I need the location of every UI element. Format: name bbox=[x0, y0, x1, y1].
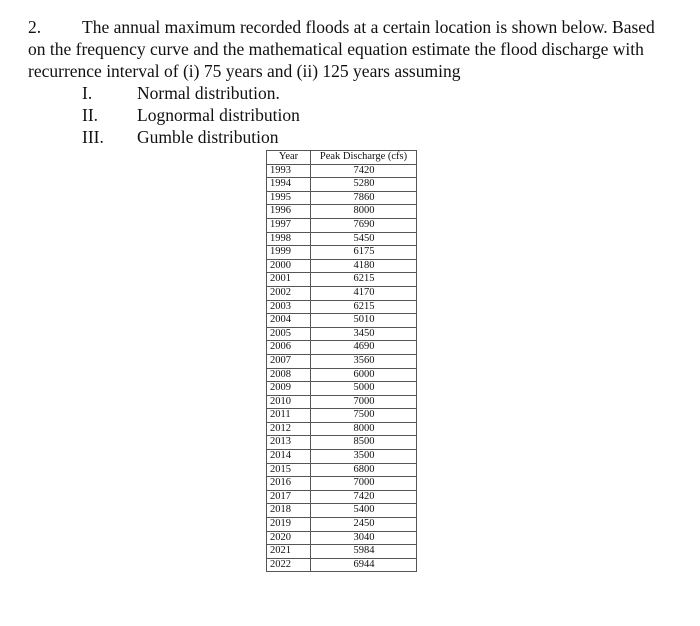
question-number: 2. bbox=[28, 17, 42, 37]
year-cell: 1999 bbox=[267, 246, 311, 260]
peak-discharge-cell: 5010 bbox=[311, 314, 417, 328]
peak-discharge-cell: 5400 bbox=[311, 504, 417, 518]
table-row bbox=[267, 382, 417, 396]
year-cell: 1995 bbox=[267, 191, 311, 205]
year-cell: 2020 bbox=[267, 531, 311, 545]
question-text bbox=[28, 16, 678, 82]
peak-discharge-cell: 3450 bbox=[311, 327, 417, 341]
table-row bbox=[267, 341, 417, 355]
table-row bbox=[267, 232, 417, 246]
peak-discharge-cell: 5000 bbox=[311, 382, 417, 396]
peak-discharge-cell: 7420 bbox=[311, 490, 417, 504]
peak-discharge-cell: 6175 bbox=[311, 246, 417, 260]
peak-discharge-cell: 7500 bbox=[311, 409, 417, 423]
table-row bbox=[267, 205, 417, 219]
year-cell: 2018 bbox=[267, 504, 311, 518]
year-cell: 2002 bbox=[267, 286, 311, 300]
option-text: Lognormal distribution bbox=[137, 105, 300, 125]
peak-discharge-cell: 5450 bbox=[311, 232, 417, 246]
year-cell: 2017 bbox=[267, 490, 311, 504]
year-cell: 2014 bbox=[267, 450, 311, 464]
year-cell: 2010 bbox=[267, 395, 311, 409]
header-year: Year bbox=[267, 151, 311, 165]
table-row bbox=[267, 409, 417, 423]
year-cell: 2015 bbox=[267, 463, 311, 477]
year-cell: 2012 bbox=[267, 422, 311, 436]
flood-data-table bbox=[266, 150, 417, 572]
table-row bbox=[267, 490, 417, 504]
table-row bbox=[267, 286, 417, 300]
year-cell: 2008 bbox=[267, 368, 311, 382]
peak-discharge-cell: 6215 bbox=[311, 273, 417, 287]
table-row bbox=[267, 477, 417, 491]
year-cell: 2005 bbox=[267, 327, 311, 341]
peak-discharge-cell: 7690 bbox=[311, 218, 417, 232]
table-row bbox=[267, 504, 417, 518]
table-row bbox=[267, 558, 417, 572]
peak-discharge-cell: 2450 bbox=[311, 518, 417, 532]
question-line-2: on the frequency curve and the mathematical equation estimate the flood discharge with bbox=[28, 39, 644, 59]
year-cell: 1997 bbox=[267, 218, 311, 232]
table-row bbox=[267, 164, 417, 178]
table-body bbox=[267, 164, 417, 572]
table-row bbox=[267, 314, 417, 328]
option-text: Gumble distribution bbox=[137, 127, 279, 147]
table-row bbox=[267, 463, 417, 477]
peak-discharge-cell: 6800 bbox=[311, 463, 417, 477]
question-line-1 bbox=[28, 16, 678, 38]
table-row bbox=[267, 300, 417, 314]
peak-discharge-cell: 8000 bbox=[311, 205, 417, 219]
option-number: I. bbox=[82, 83, 93, 103]
table-row bbox=[267, 531, 417, 545]
year-cell: 2007 bbox=[267, 354, 311, 368]
table-row bbox=[267, 218, 417, 232]
peak-discharge-cell: 3040 bbox=[311, 531, 417, 545]
year-cell: 2006 bbox=[267, 341, 311, 355]
table-row bbox=[267, 545, 417, 559]
peak-discharge-cell: 4170 bbox=[311, 286, 417, 300]
distribution-options bbox=[82, 82, 300, 148]
option-number: III. bbox=[82, 127, 104, 147]
option-gumble bbox=[82, 126, 300, 148]
year-cell: 1998 bbox=[267, 232, 311, 246]
peak-discharge-cell: 7000 bbox=[311, 477, 417, 491]
peak-discharge-cell: 8500 bbox=[311, 436, 417, 450]
header-peak-discharge: Peak Discharge (cfs) bbox=[311, 151, 417, 165]
peak-discharge-cell: 4180 bbox=[311, 259, 417, 273]
year-cell: 1994 bbox=[267, 178, 311, 192]
option-lognormal bbox=[82, 104, 300, 126]
question-line-3: recurrence interval of (i) 75 years and (ii) 125 years assuming bbox=[28, 61, 461, 81]
table-row bbox=[267, 422, 417, 436]
table-row bbox=[267, 327, 417, 341]
table-row bbox=[267, 273, 417, 287]
year-cell: 2003 bbox=[267, 300, 311, 314]
peak-discharge-cell: 8000 bbox=[311, 422, 417, 436]
year-cell: 2019 bbox=[267, 518, 311, 532]
year-cell: 2016 bbox=[267, 477, 311, 491]
option-normal bbox=[82, 82, 300, 104]
year-cell: 2011 bbox=[267, 409, 311, 423]
peak-discharge-cell: 7420 bbox=[311, 164, 417, 178]
year-cell: 2009 bbox=[267, 382, 311, 396]
table-header-row bbox=[267, 151, 417, 165]
table-row bbox=[267, 246, 417, 260]
option-text: Normal distribution. bbox=[137, 83, 280, 103]
question-line-1-text: The annual maximum recorded floods at a certain location is shown below. Based bbox=[82, 17, 655, 37]
year-cell: 2000 bbox=[267, 259, 311, 273]
year-cell: 1996 bbox=[267, 205, 311, 219]
table-row bbox=[267, 354, 417, 368]
table-row bbox=[267, 368, 417, 382]
table-row bbox=[267, 191, 417, 205]
table-row bbox=[267, 259, 417, 273]
year-cell: 2013 bbox=[267, 436, 311, 450]
year-cell: 2004 bbox=[267, 314, 311, 328]
peak-discharge-cell: 7000 bbox=[311, 395, 417, 409]
peak-discharge-cell: 5280 bbox=[311, 178, 417, 192]
year-cell: 2021 bbox=[267, 545, 311, 559]
peak-discharge-cell: 6000 bbox=[311, 368, 417, 382]
peak-discharge-cell: 3560 bbox=[311, 354, 417, 368]
table-row bbox=[267, 178, 417, 192]
year-cell: 1993 bbox=[267, 164, 311, 178]
peak-discharge-cell: 6215 bbox=[311, 300, 417, 314]
table-row bbox=[267, 518, 417, 532]
peak-discharge-cell: 4690 bbox=[311, 341, 417, 355]
peak-discharge-cell: 5984 bbox=[311, 545, 417, 559]
year-cell: 2022 bbox=[267, 558, 311, 572]
peak-discharge-cell: 6944 bbox=[311, 558, 417, 572]
peak-discharge-cell: 7860 bbox=[311, 191, 417, 205]
peak-discharge-cell: 3500 bbox=[311, 450, 417, 464]
flood-table-container bbox=[266, 150, 417, 572]
option-number: II. bbox=[82, 105, 99, 125]
table-row bbox=[267, 450, 417, 464]
year-cell: 2001 bbox=[267, 273, 311, 287]
table-row bbox=[267, 436, 417, 450]
table-row bbox=[267, 395, 417, 409]
